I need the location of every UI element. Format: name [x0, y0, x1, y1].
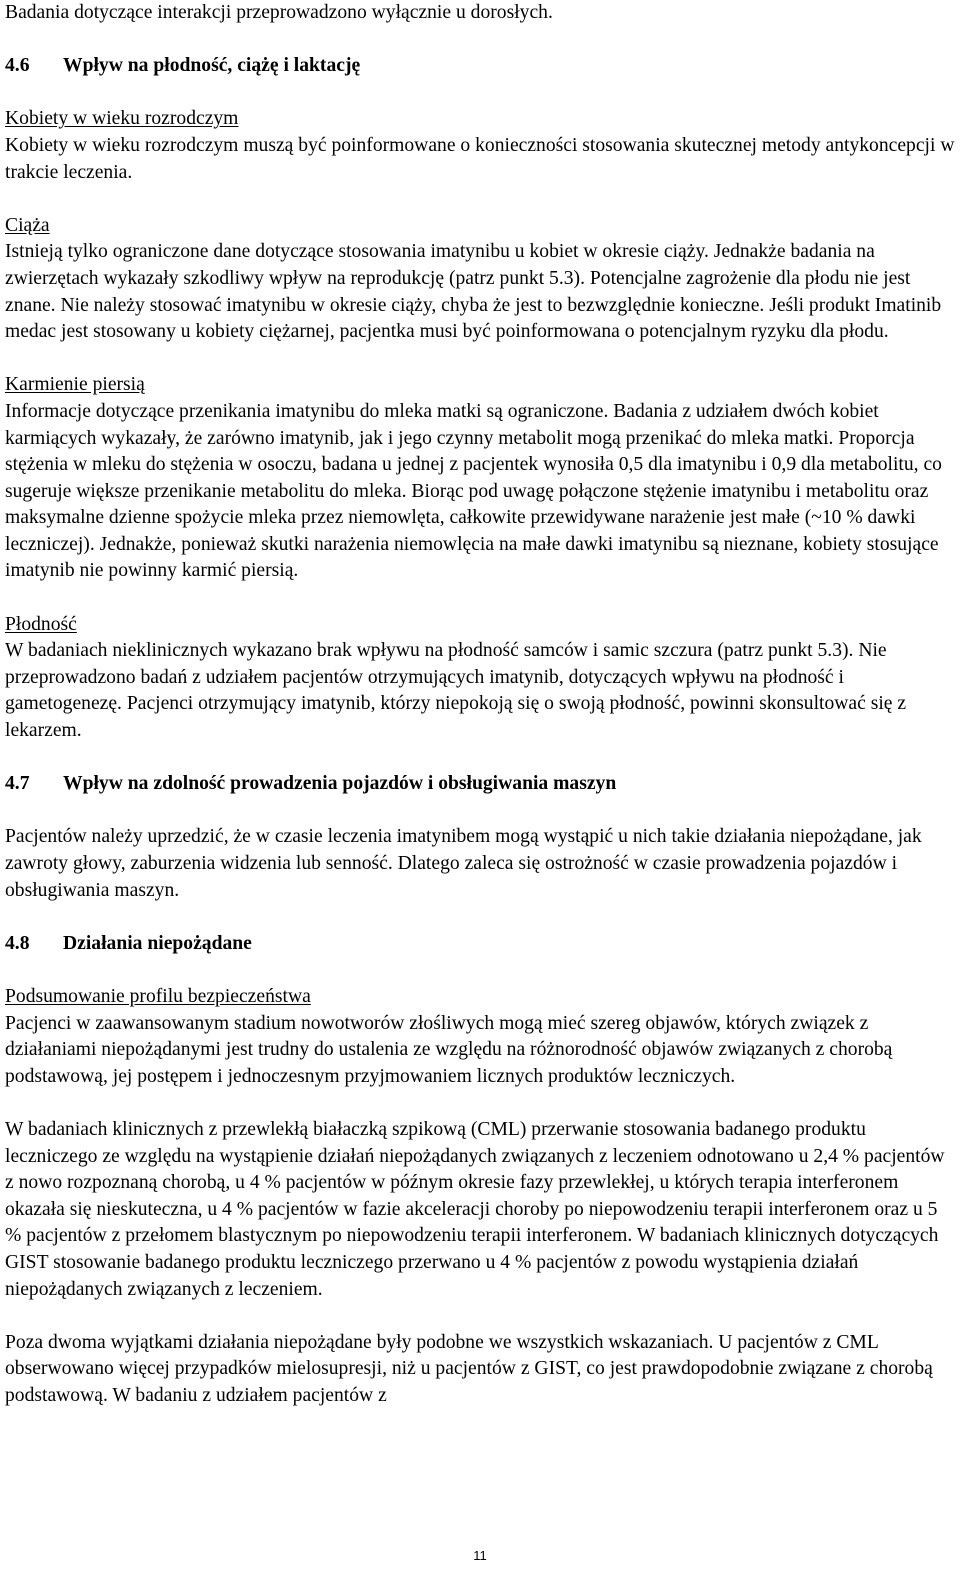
section-title: Wpływ na zdolność prowadzenia pojazdów i obsługiwania maszyn [63, 773, 617, 795]
safety-summary-heading: Podsumowanie profilu bezpieczeństwa [5, 985, 311, 1007]
section-number: 4.7 [5, 773, 30, 795]
section-4-6-heading [5, 53, 957, 80]
safety-paragraph: Poza dwoma wyjątkami działania niepożądane były podobne we wszystkich wskazaniach. U pacjentów z CML obserwowano więcej przypadków mielosupresji, niż u pacjentów z GIST, co jest prawdopodobnie związane z chorobą podstawową. W badaniu z udziałem pacjentów z [5, 1331, 933, 1406]
section-4-7-heading [5, 771, 957, 798]
breastfeeding-heading: Karmienie piersią [5, 374, 145, 396]
breastfeeding-text: Informacje dotyczące przenikania imatynibu do mleka matki są ograniczone. Badania z udziałem dwóch kobiet karmiących wykazały, że zarówno imatynib, jak i jego czynny metabolit mogą przenikać do mleka matki. Proporcja stężenia w mleku do stężenia w osoczu, badana u jednej z pacjentek wynosiła 0,5 dla imatynibu i 0,9 dla metabolitu, co sugeruje większe przenikanie metabolitu do mleka. Biorąc pod uwagę połączone stężenie imatynibu i metabolitu oraz maksymalne dzienne spożycie mleka przez niemowlęta, całkowite przewidywane narażenie jest małe (~10 % dawki leczniczej). Jednakże, ponieważ skutki narażenia niemowlęcia na małe dawki imatynibu są nieznane, kobiety stosujące imatynib nie powinny karmić piersią. [5, 400, 942, 582]
section-title: Wpływ na płodność, ciążę i laktację [63, 55, 361, 77]
safety-paragraph: W badaniach klinicznych z przewlekłą białaczką szpikową (CML) przerwanie stosowania badanego produktu leczniczego ze względu na wystąpienie działań niepożądanych związanych z leczeniem odnotowano u 2,4 % pacjentów z nowo rozpoznaną chorobą, u 4 % pacjentów w późnym okresie fazy przewlekłej, u których terapia interferonem okazała się nieskuteczna, u 4 % pacjentów w fazie akceleracji choroby po niepowodzeniu terapii interferonem oraz u 5 % pacjentów z przełomem blastycznym po niepowodzeniu terapii interferonem. W badaniach klinicznych dotyczących GIST stosowanie badanego produktu leczniczego przerwano u 4 % pacjentów z powodu wystąpienia działań niepożądanych związanych z leczeniem. [5, 1118, 945, 1300]
section-4-7-text: Pacjentów należy uprzedzić, że w czasie leczenia imatynibem mogą wystąpić u nich takie działania niepożądane, jak zawroty głowy, zaburzenia widzenia lub senność. Dlatego zaleca się ostrożność w czasie prowadzenia pojazdów i obsługiwania maszyn. [5, 826, 922, 901]
pregnancy-text: Istnieją tylko ograniczone dane dotyczące stosowania imatynibu u kobiet w okresie ciąży. Jednakże badania na zwierzętach wykazały szkodliwy wpływ na reprodukcję (patrz punkt 5.3). Potencjalne zagrożenie dla płodu nie jest znane. Nie należy stosować imatynibu w okresie ciąży, chyba że jest to bezwzględnie konieczne. Jeśli produkt Imatinib medac jest stosowany u kobiety ciężarnej, pacjentka musi być poinformowana o potencjalnym ryzyku dla płodu. [5, 241, 942, 343]
women-text: Kobiety w wieku rozrodczym muszą być poinformowane o konieczności stosowania skutecznej metody antykoncepcji w trakcie leczenia. [5, 134, 955, 183]
section-title: Działania niepożądane [63, 932, 252, 954]
intro-line: Badania dotyczące interakcji przeprowadzono wyłącznie u dorosłych. [5, 2, 553, 23]
page-number: 11 [473, 1548, 487, 1563]
fertility-text: W badaniach nieklinicznych wykazano brak wpływu na płodność samców i samic szczura (patrz punkt 5.3). Nie przeprowadzono badań z udziałem pacjentów otrzymujących imatynib, dotyczących wpływu na płodność i gametogenezę. Pacjenci otrzymujący imatynib, którzy niepokoją się o swoją płodność, powinni skonsultować się z lekarzem. [5, 640, 907, 742]
fertility-heading: Płodność [5, 613, 77, 635]
safety-paragraph: Pacjenci w zaawansowanym stadium nowotworów złośliwych mogą mieć szereg objawów, których związek z działaniami niepożądanymi jest trudny do ustalenia ze względu na różnorodność objawów związanych z chorobą podstawową, jej postępem i jednoczesnym przyjmowaniem licznych produktów leczniczych. [5, 1012, 893, 1087]
pregnancy-heading: Ciąża [5, 214, 50, 236]
section-number: 4.8 [5, 932, 30, 954]
document-page [5, 0, 957, 1409]
section-number: 4.6 [5, 55, 30, 77]
section-4-8-heading [5, 931, 957, 958]
women-heading: Kobiety w wieku rozrodczym [5, 108, 239, 130]
